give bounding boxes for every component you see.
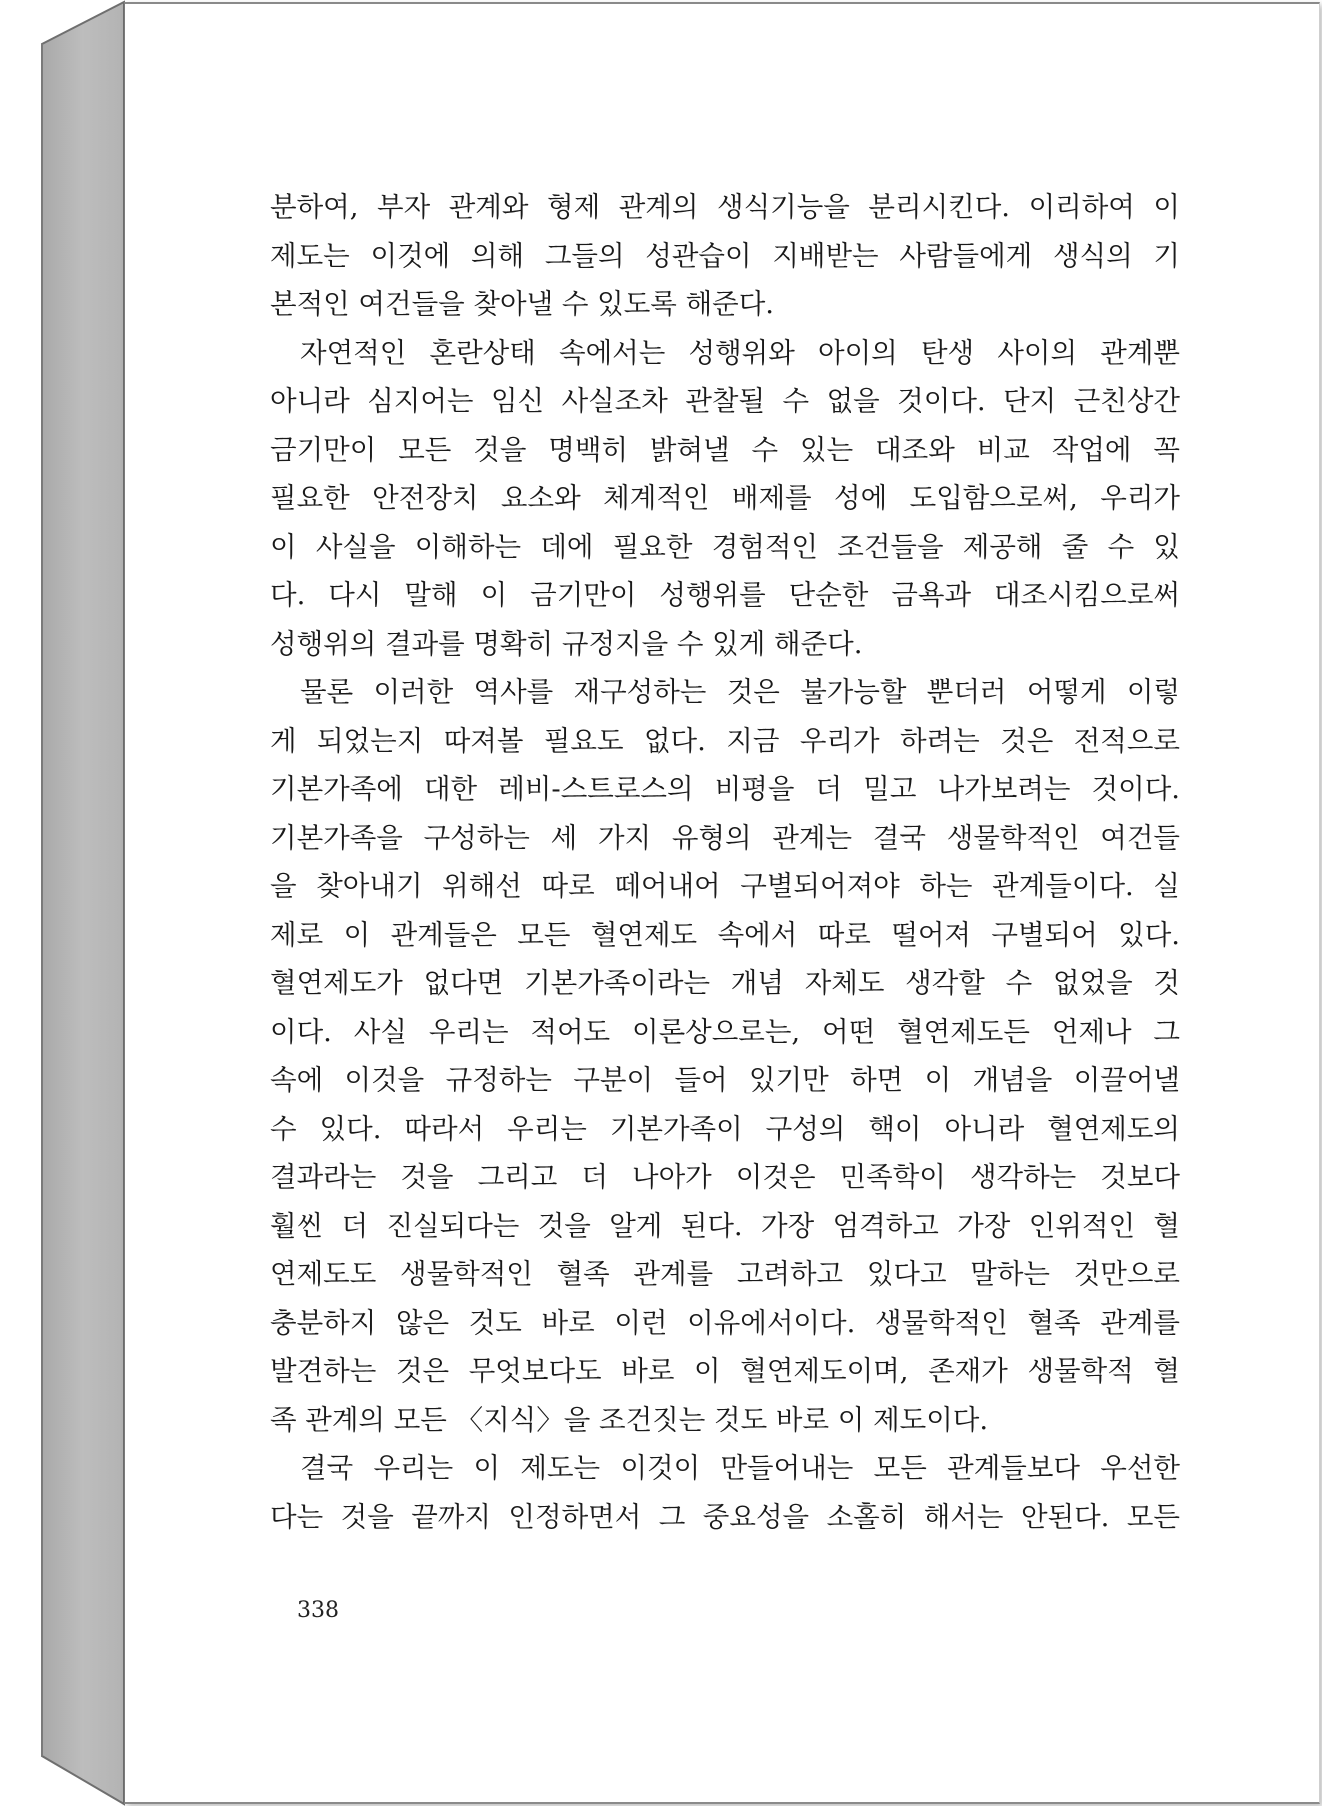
text-line: 본적인 여건들을 찾아낼 수 있도록 해준다.: [270, 288, 775, 320]
text-line: 게 되었는지 따져볼 필요도 없다. 지금 우리가 하려는 것은 전적으로: [270, 724, 1180, 757]
text-line: 기본가족을 구성하는 세 가지 유형의 관계는 결국 생물학적인 여건들: [270, 821, 1180, 854]
text-line: 충분하지 않은 것도 바로 이런 이유에서이다. 생물학적인 혈족 관계를: [270, 1306, 1180, 1339]
text-line: 훨씬 더 진실되다는 것을 알게 된다. 가장 엄격하고 가장 인위적인 혈: [270, 1209, 1180, 1242]
text-line: 성행위의 결과를 명확히 규정지을 수 있게 해준다.: [270, 627, 863, 660]
text-line: 이다. 사실 우리는 적어도 이론상으로는, 어떤 혈연제도든 언제나 그: [270, 1015, 1180, 1048]
text-line: 분하여, 부자 관계와 형제 관계의 생식기능을 분리시킨다. 이리하여 이: [270, 191, 1180, 223]
text-line: 기본가족에 대한 레비-스트로스의 비평을 더 밀고 나가보려는 것이다.: [270, 773, 1180, 805]
paragraph: [270, 668, 1180, 1444]
text-line: 발견하는 것은 무엇보다도 바로 이 혈연제도이며, 존재가 생물학적 혈: [270, 1355, 1180, 1387]
text-line: 제로 이 관계들은 모든 혈연제도 속에서 따로 떨어져 구별되어 있다.: [270, 918, 1180, 951]
paragraph: [270, 1444, 1180, 1541]
text-line: 필요한 안전장치 요소와 체계적인 배제를 성에 도입함으로써, 우리가: [270, 482, 1180, 514]
paragraph: [270, 329, 1180, 669]
body-text: [270, 183, 1180, 1541]
text-line: 수 있다. 따라서 우리는 기본가족이 구성의 핵이 아니라 혈연제도의: [270, 1112, 1180, 1145]
text-line: 결과라는 것을 그리고 더 나아가 이것은 민족학이 생각하는 것보다: [270, 1161, 1180, 1193]
text-line: 물론 이러한 역사를 재구성하는 것은 불가능할 뿐더러 어떻게 이렇: [300, 676, 1180, 708]
text-line: 속에 이것을 규정하는 구분이 들어 있기만 하면 이 개념을 이끌어낼: [270, 1064, 1180, 1096]
text-line: 제도는 이것에 의해 그들의 성관습이 지배받는 사람들에게 생식의 기: [270, 239, 1180, 272]
text-line: 다. 다시 말해 이 금기만이 성행위를 단순한 금욕과 대조시킴으로써: [270, 579, 1180, 611]
text-line: 족 관계의 모든 〈지식〉을 조건짓는 것도 바로 이 제도이다.: [270, 1403, 989, 1436]
text-line: 을 찾아내기 위해선 따로 떼어내어 구별되어져야 하는 관계들이다. 실: [270, 870, 1180, 902]
text-line: 아니라 심지어는 임신 사실조차 관찰될 수 없을 것이다. 단지 근친상간: [270, 385, 1180, 417]
text-line: 이 사실을 이해하는 데에 필요한 경험적인 조건들을 제공해 줄 수 있: [270, 530, 1180, 563]
text-line: 다는 것을 끝까지 인정하면서 그 중요성을 소홀히 해서는 안된다. 모든: [270, 1500, 1180, 1533]
text-line: 금기만이 모든 것을 명백히 밝혀낼 수 있는 대조와 비교 작업에 꼭: [270, 433, 1180, 466]
text-line: 결국 우리는 이 제도는 이것이 만들어내는 모든 관계들보다 우선한: [300, 1452, 1180, 1484]
text-line: 연제도도 생물학적인 혈족 관계를 고려하고 있다고 말하는 것만으로: [270, 1258, 1180, 1290]
text-line: 자연적인 혼란상태 속에서는 성행위와 아이의 탄생 사이의 관계뿐: [300, 336, 1180, 369]
page-number: 338: [297, 1598, 339, 1623]
paragraph: [270, 183, 1180, 329]
text-line: 혈연제도가 없다면 기본가족이라는 개념 자체도 생각할 수 없었을 것: [270, 967, 1180, 999]
